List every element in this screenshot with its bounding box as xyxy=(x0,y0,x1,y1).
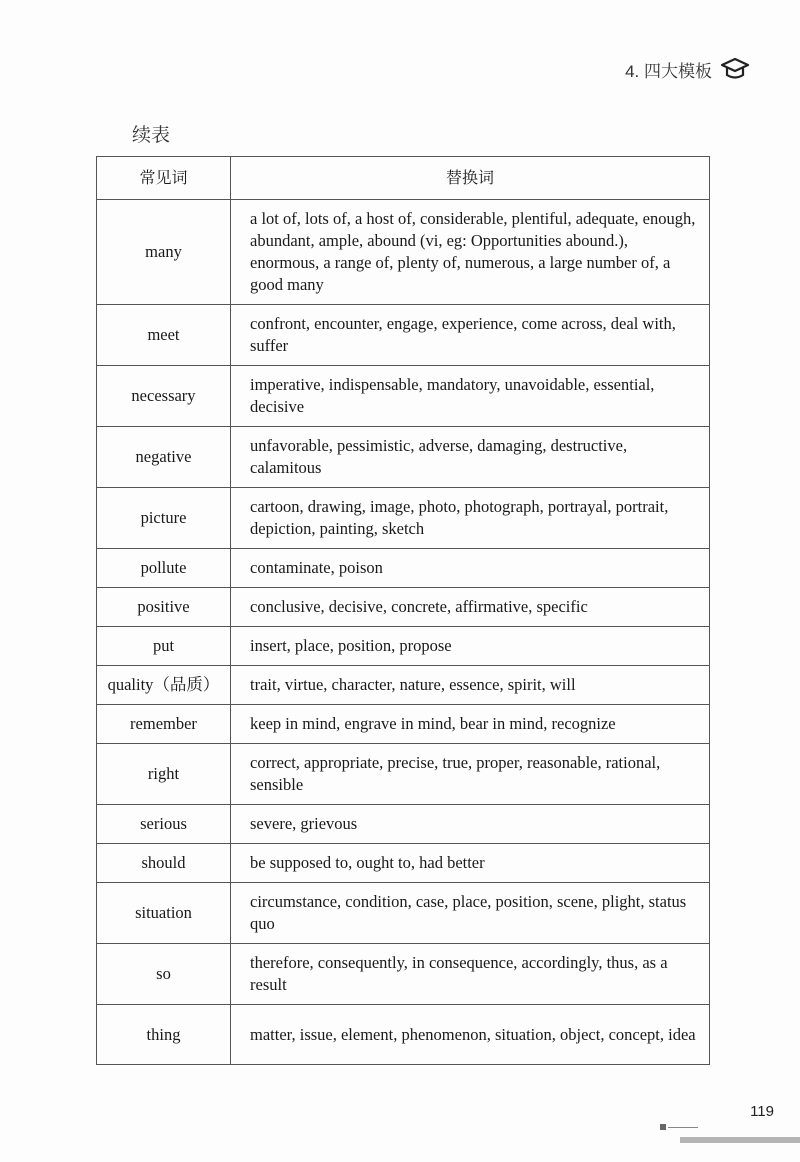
common-word-cell: right xyxy=(97,744,231,805)
table-row xyxy=(97,1005,710,1065)
common-word-cell: put xyxy=(97,627,231,666)
table-row xyxy=(97,488,710,549)
replacement-words-cell: confront, encounter, engage, experience, come across, deal with, suffer xyxy=(231,305,710,366)
common-word-cell: serious xyxy=(97,805,231,844)
replacement-words-cell: matter, issue, element, phenomenon, situation, object, concept, idea xyxy=(231,1005,710,1065)
table-row xyxy=(97,627,710,666)
common-word-cell: many xyxy=(97,200,231,305)
common-word-cell: negative xyxy=(97,427,231,488)
common-word-cell: should xyxy=(97,844,231,883)
replacement-words-cell: conclusive, decisive, concrete, affirmative, specific xyxy=(231,588,710,627)
footer-bar xyxy=(680,1137,800,1143)
replacement-words-cell: imperative, indispensable, mandatory, unavoidable, essential, decisive xyxy=(231,366,710,427)
table-row xyxy=(97,427,710,488)
common-word-cell: meet xyxy=(97,305,231,366)
replacement-words-cell: keep in mind, engrave in mind, bear in mind, recognize xyxy=(231,705,710,744)
common-word-cell: picture xyxy=(97,488,231,549)
synonym-table xyxy=(96,156,710,1065)
table-row xyxy=(97,744,710,805)
common-word-cell: positive xyxy=(97,588,231,627)
replacement-words-cell: contaminate, poison xyxy=(231,549,710,588)
common-word-cell: pollute xyxy=(97,549,231,588)
replacement-words-cell: unfavorable, pessimistic, adverse, damaging, destructive, calamitous xyxy=(231,427,710,488)
chapter-title: 4. 四大模板 xyxy=(625,61,712,81)
table-row xyxy=(97,844,710,883)
graduation-cap-icon xyxy=(720,56,750,82)
footer-dot xyxy=(660,1124,666,1130)
footer-line xyxy=(668,1127,698,1128)
table-row xyxy=(97,944,710,1005)
page-number: 119 xyxy=(750,1103,774,1120)
replacement-words-cell: a lot of, lots of, a host of, considerable, plentiful, adequate, enough, abundant, ample, abound (vi, eg: Opportunities abound.), enormous, a range of, plenty of, numerous, a large number of, a good many xyxy=(231,200,710,305)
replacement-words-cell: cartoon, drawing, image, photo, photograph, portrayal, portrait, depiction, painting, sketch xyxy=(231,488,710,549)
column-header-replacement: 替换词 xyxy=(231,157,710,200)
table-row xyxy=(97,588,710,627)
table-row xyxy=(97,705,710,744)
chapter-header xyxy=(625,56,750,82)
replacement-words-cell: therefore, consequently, in consequence, accordingly, thus, as a result xyxy=(231,944,710,1005)
table-row xyxy=(97,883,710,944)
common-word-cell: quality（品质） xyxy=(97,666,231,705)
common-word-cell: thing xyxy=(97,1005,231,1065)
replacement-words-cell: severe, grievous xyxy=(231,805,710,844)
common-word-cell: situation xyxy=(97,883,231,944)
continued-label: 续表 xyxy=(132,124,171,146)
replacement-words-cell: circumstance, condition, case, place, position, scene, plight, status quo xyxy=(231,883,710,944)
column-header-common-word: 常见词 xyxy=(97,157,231,200)
common-word-cell: remember xyxy=(97,705,231,744)
common-word-cell: so xyxy=(97,944,231,1005)
replacement-words-cell: trait, virtue, character, nature, essence, spirit, will xyxy=(231,666,710,705)
table-row xyxy=(97,366,710,427)
replacement-words-cell: be supposed to, ought to, had better xyxy=(231,844,710,883)
table-row xyxy=(97,549,710,588)
table-row xyxy=(97,805,710,844)
replacement-words-cell: correct, appropriate, precise, true, proper, reasonable, rational, sensible xyxy=(231,744,710,805)
table-header-row xyxy=(97,157,710,200)
table-row xyxy=(97,305,710,366)
common-word-cell: necessary xyxy=(97,366,231,427)
replacement-words-cell: insert, place, position, propose xyxy=(231,627,710,666)
table-row xyxy=(97,200,710,305)
table-row xyxy=(97,666,710,705)
